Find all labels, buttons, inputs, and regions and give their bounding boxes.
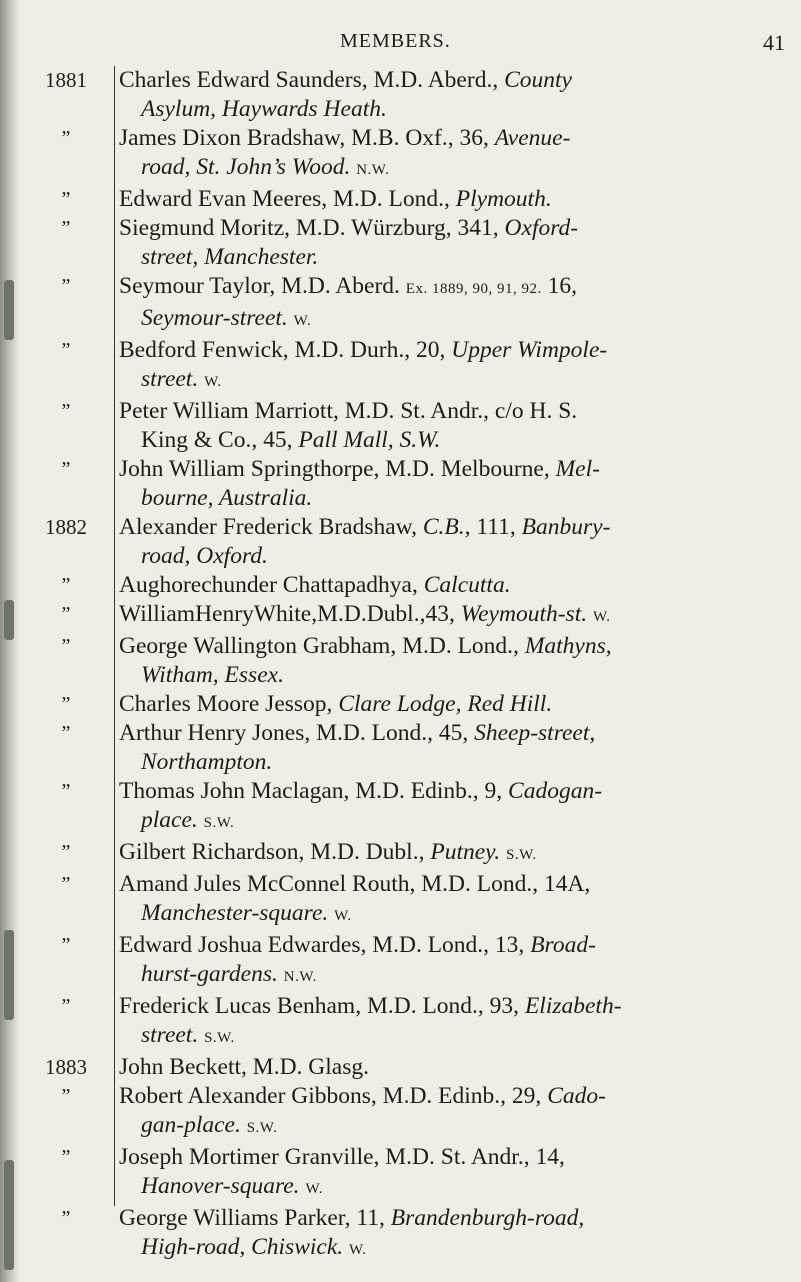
text-segment: W.	[305, 1181, 323, 1197]
text-segment: Upper Wimpole-	[451, 337, 608, 363]
member-address-line	[119, 1172, 801, 1204]
text-segment: Weymouth-st.	[460, 601, 588, 627]
member-name-line	[119, 214, 801, 243]
election-year: 1882	[45, 515, 87, 539]
text-segment: County	[504, 67, 572, 93]
member-name-line	[119, 870, 801, 899]
text-segment: Hanover-square.	[141, 1173, 300, 1199]
text-segment: John Beckett, M.D. Glasg.	[119, 1054, 369, 1080]
member-entry	[0, 600, 801, 632]
member-entry	[0, 690, 801, 719]
running-head: MEMBERS.	[340, 30, 451, 52]
member-name-line	[119, 931, 801, 960]
member-address-line	[119, 1021, 801, 1053]
text-segment: Sheep-street,	[474, 720, 596, 746]
page-number: 41	[763, 30, 785, 55]
text-segment: hurst-gardens.	[141, 961, 278, 987]
text-segment: street.	[141, 366, 199, 392]
member-entry	[0, 931, 801, 992]
member-entry	[0, 571, 801, 600]
member-name-line	[119, 777, 801, 806]
text-segment: 16,	[541, 273, 577, 299]
ditto-mark: ”	[61, 635, 71, 657]
text-segment: Northampton.	[141, 749, 273, 775]
member-entry	[0, 870, 801, 931]
member-address-line	[119, 304, 801, 336]
ditto-mark: ”	[61, 127, 71, 149]
text-segment: Arthur Henry Jones, M.D. Lond., 45,	[119, 720, 475, 746]
text-segment: S.W.	[204, 1030, 235, 1046]
ditto-mark: ”	[61, 275, 71, 297]
text-segment: Pall Mall, S.W.	[298, 427, 441, 453]
member-entry	[0, 632, 801, 690]
ditto-mark: ”	[61, 1146, 71, 1168]
member-address-line	[119, 153, 801, 185]
member-name-line	[119, 690, 801, 719]
member-name-line	[119, 513, 801, 542]
member-name-line	[119, 571, 801, 600]
member-name-line	[119, 185, 801, 214]
text-segment: Seymour-street.	[141, 305, 288, 331]
text-segment: Charles Moore Jessop,	[119, 691, 339, 717]
member-name-line	[119, 719, 801, 748]
text-segment: Edward Joshua Edwardes, M.D. Lond., 13,	[119, 932, 531, 958]
text-segment: Avenue-	[494, 125, 571, 151]
member-name-line	[119, 1053, 801, 1082]
text-segment: Manchester-square.	[141, 900, 329, 926]
text-segment: Joseph Mortimer Granville, M.D. St. Andr., 14,	[119, 1144, 565, 1170]
text-segment: Seymour Taylor, M.D. Aberd.	[119, 273, 406, 299]
text-segment: Alexander Frederick Bradshaw,	[119, 514, 423, 540]
text-segment: Plymouth.	[455, 186, 552, 212]
member-entry	[0, 1143, 801, 1204]
text-segment: Broad-	[530, 932, 596, 958]
member-entry	[0, 455, 801, 513]
member-address-line	[119, 484, 801, 513]
text-segment: W.	[204, 374, 222, 390]
member-entry	[0, 336, 801, 397]
member-address-line	[119, 960, 801, 992]
member-entry	[0, 1053, 801, 1082]
member-name-line	[119, 632, 801, 661]
text-segment: Amand Jules McConnel Routh, M.D. Lond., 14A,	[119, 871, 591, 897]
member-entry	[0, 214, 801, 272]
text-segment: Calcutta.	[423, 572, 511, 598]
member-entry	[0, 124, 801, 185]
text-segment: W.	[349, 1242, 367, 1258]
text-segment: S.W.	[203, 815, 235, 831]
text-segment: gan-place.	[141, 1112, 241, 1138]
ditto-mark: ”	[61, 1207, 71, 1229]
text-segment: John William Springthorpe, M.D. Melbourne,	[119, 456, 556, 482]
member-entry	[0, 66, 801, 124]
text-segment: George Williams Parker, 11,	[119, 1205, 391, 1231]
member-name-line	[119, 838, 801, 870]
member-entry	[0, 185, 801, 214]
text-segment: Aughorechunder Chattapadhya,	[119, 572, 424, 598]
text-segment: Mathyns,	[524, 633, 612, 659]
member-address-line	[119, 95, 801, 124]
member-entry	[0, 992, 801, 1053]
text-segment: road, St. John’s Wood.	[141, 154, 351, 180]
ditto-mark: ”	[61, 873, 71, 895]
member-list	[0, 66, 801, 1265]
member-address-line	[119, 365, 801, 397]
text-segment: place.	[141, 807, 198, 833]
text-segment: George Wallington Grabham, M.D. Lond.,	[119, 633, 525, 659]
member-name-line	[119, 455, 801, 484]
election-year: 1883	[45, 1055, 87, 1079]
text-segment: N.W.	[356, 162, 390, 178]
text-segment: N.W.	[283, 969, 317, 985]
ditto-mark: ”	[61, 217, 71, 239]
member-name-line	[119, 66, 801, 95]
text-segment: Peter William Marriott, M.D. St. Andr., c/o H. S.	[119, 398, 578, 424]
text-segment: Brandenburgh-road,	[390, 1205, 585, 1231]
text-segment: C.B.	[422, 514, 465, 540]
text-segment: Asylum, Haywards Heath.	[141, 96, 387, 122]
ditto-mark: ”	[61, 934, 71, 956]
member-entry	[0, 513, 801, 571]
ditto-mark: ”	[61, 722, 71, 744]
ditto-mark: ”	[61, 339, 71, 361]
member-entry	[0, 397, 801, 455]
member-name-line	[119, 336, 801, 365]
election-year: 1881	[45, 68, 87, 92]
ditto-mark: ”	[61, 574, 71, 596]
ditto-mark: ”	[61, 603, 71, 625]
member-name-line	[119, 1204, 801, 1233]
member-address-line	[119, 748, 801, 777]
text-segment: Robert Alexander Gibbons, M.D. Edinb., 29,	[119, 1083, 548, 1109]
text-segment: Ex. 1889, 90, 91, 92.	[405, 281, 542, 297]
member-address-line	[119, 243, 801, 272]
member-entry	[0, 1082, 801, 1143]
text-segment: High-road, Chiswick.	[141, 1234, 344, 1260]
text-segment: Witham, Essex.	[141, 662, 284, 688]
text-segment: Putney.	[430, 839, 501, 865]
member-name-line	[119, 1082, 801, 1111]
text-segment: Bedford Fenwick, M.D. Durh., 20,	[119, 337, 452, 363]
text-segment: Frederick Lucas Benham, M.D. Lond., 93,	[119, 993, 525, 1019]
text-segment: WilliamHenryWhite,M.D.Dubl.,43,	[119, 601, 461, 627]
ditto-mark: ”	[61, 188, 71, 210]
ditto-mark: ”	[61, 400, 71, 422]
text-segment: S.W.	[506, 847, 537, 863]
text-segment: W.	[293, 313, 312, 329]
text-segment: street.	[141, 1022, 199, 1048]
text-segment: Cadogan-	[508, 778, 603, 804]
text-segment: S.W.	[246, 1120, 278, 1136]
text-segment: Thomas John Maclagan, M.D. Edinb., 9,	[119, 778, 509, 804]
member-address-line	[119, 542, 801, 571]
member-address-line	[119, 1111, 801, 1143]
text-segment: W.	[334, 908, 352, 924]
text-segment: Oxford-	[504, 215, 579, 241]
text-segment: Siegmund Moritz, M.D. Würzburg, 341,	[119, 215, 505, 241]
member-name-line	[119, 272, 801, 304]
member-name-line	[119, 397, 801, 426]
ditto-mark: ”	[61, 841, 71, 863]
text-segment: James Dixon Bradshaw, M.B. Oxf., 36,	[119, 125, 495, 151]
text-segment: street, Manchester.	[141, 244, 319, 270]
member-entry	[0, 777, 801, 838]
member-address-line	[119, 899, 801, 931]
text-segment: King & Co., 45,	[141, 427, 299, 453]
member-address-line	[119, 1233, 801, 1265]
member-entry	[0, 719, 801, 777]
text-segment: Banbury-	[521, 514, 611, 540]
member-name-line	[119, 1143, 801, 1172]
text-segment: Edward Evan Meeres, M.D. Lond.,	[119, 186, 456, 212]
text-segment: Elizabeth-	[524, 993, 622, 1019]
ditto-mark: ”	[61, 1085, 71, 1107]
member-address-line	[119, 426, 801, 455]
text-segment: bourne, Australia.	[141, 485, 313, 511]
text-segment: Cado-	[547, 1083, 606, 1109]
member-name-line	[119, 992, 801, 1021]
member-entry	[0, 838, 801, 870]
member-name-line	[119, 124, 801, 153]
text-segment: road, Oxford.	[141, 543, 268, 569]
ditto-mark: ”	[61, 995, 71, 1017]
text-segment: Mel-	[555, 456, 600, 482]
text-segment: Clare Lodge, Red Hill.	[338, 691, 553, 717]
member-address-line	[119, 661, 801, 690]
text-segment: Gilbert Richardson, M.D. Dubl.,	[119, 839, 431, 865]
member-address-line	[119, 806, 801, 838]
ditto-mark: ”	[61, 458, 71, 480]
member-entry	[0, 272, 801, 336]
text-segment: Charles Edward Saunders, M.D. Aberd.,	[119, 67, 505, 93]
page-header	[0, 30, 801, 60]
text-segment: , 111,	[464, 514, 522, 540]
text-segment: W.	[592, 609, 611, 625]
member-name-line	[119, 600, 801, 632]
member-entry	[0, 1204, 801, 1265]
ditto-mark: ”	[61, 780, 71, 802]
ditto-mark: ”	[61, 693, 71, 715]
